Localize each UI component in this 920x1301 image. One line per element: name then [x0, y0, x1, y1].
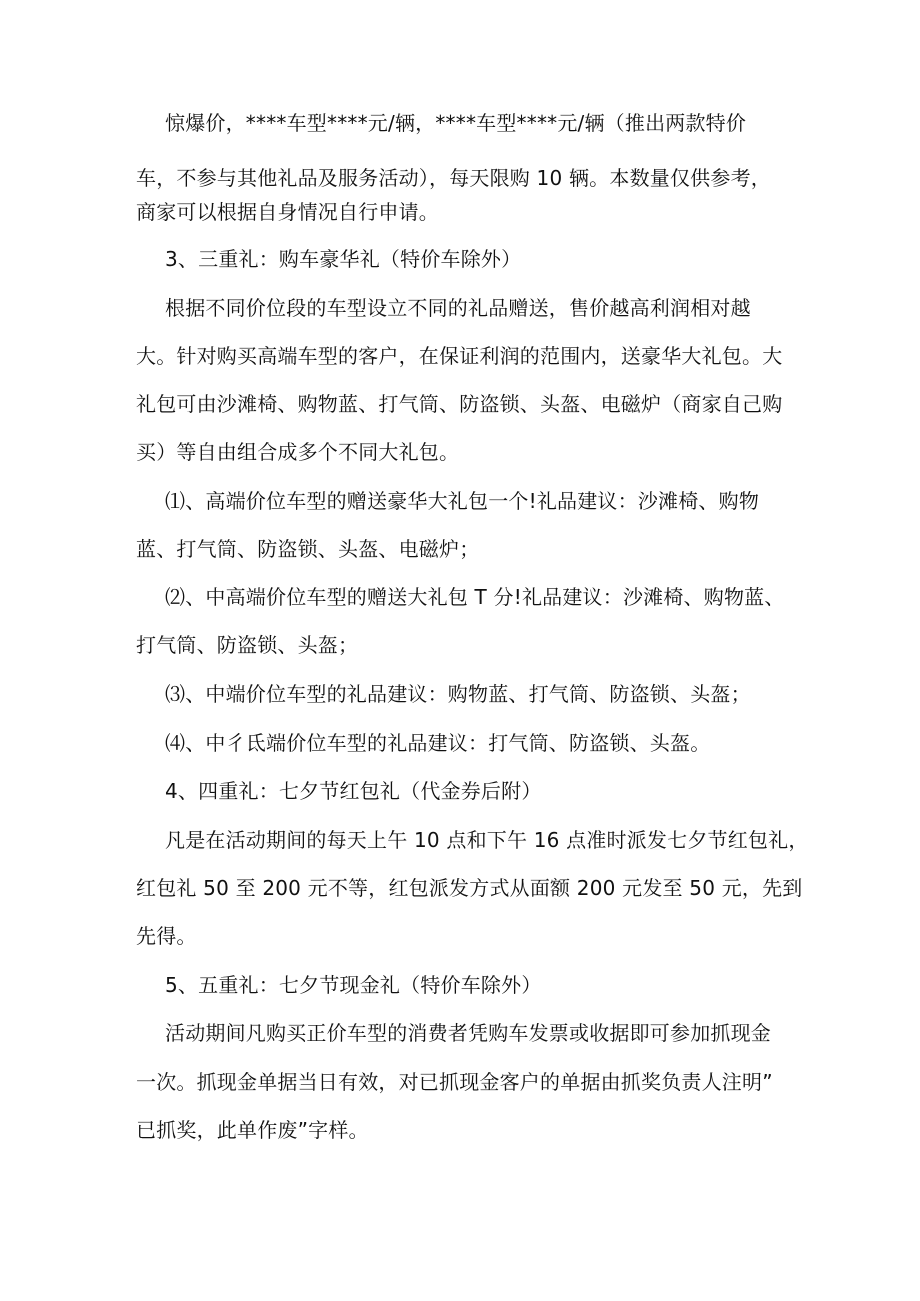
list-item-2-cont: 打气筒、防盗锁、头盔；: [136, 633, 359, 657]
text-line-3: 商家可以根据自身情况自行申请。: [136, 200, 439, 224]
text-line-8: 买）等自由组合成多个不同大礼包。: [136, 440, 460, 464]
text-line-18: 先得。: [136, 924, 197, 948]
section-heading-4: 4、四重礼：七夕节红包礼（代金券后附）: [165, 779, 542, 803]
text-line-2: 车，不参与其他礼品及服务活动），每天限购 10 辆。本数量仅供参考，: [136, 166, 771, 190]
text-line-5: 根据不同价位段的车型设立不同的礼品赠送，售价越高利润相对越: [165, 296, 751, 320]
text-line-17: 红包礼 50 至 200 元不等，红包派发方式从面额 200 元发至 50 元，先到: [136, 876, 803, 900]
text-line-1: 惊爆价，****车型****元/辆，****车型****元/辆（推出两款特价: [165, 111, 747, 135]
text-line-21: 一次。抓现金单据当日有效，对已抓现金客户的单据由抓奖负责人注明”: [136, 1070, 773, 1094]
text-line-7: 礼包可由沙滩椅、购物蓝、打气筒、防盗锁、头盔、电磁炉（商家自己购: [136, 392, 783, 416]
text-line-22: 已抓奖，此单作废”字样。: [136, 1118, 369, 1142]
list-item-1-cont: 蓝、打气筒、防盗锁、头盔、电磁炉；: [136, 537, 480, 561]
section-heading-5: 5、五重礼：七夕节现金礼（特价车除外）: [165, 973, 542, 997]
section-heading-3: 3、三重礼：购车豪华礼（特价车除外）: [165, 247, 522, 271]
text-line-6: 大。针对购买高端车型的客户，在保证利润的范围内，送豪华大礼包。大: [136, 344, 783, 368]
list-item-1: ⑴、高端价位车型的赠送豪华大礼包一个!礼品建议：沙滩椅、购物: [165, 489, 760, 513]
list-item-4: ⑷、中彳氐端价位车型的礼品建议：打气筒、防盗锁、头盔。: [165, 731, 711, 755]
text-line-20: 活动期间凡购买正价车型的消费者凭购车发票或收据即可参加抓现金: [165, 1021, 771, 1045]
text-line-16: 凡是在活动期间的每天上午 10 点和下午 16 点准时派发七夕节红包礼，: [165, 828, 809, 852]
list-item-3: ⑶、中端价位车型的礼品建议：购物蓝、打气筒、防盗锁、头盔；: [165, 682, 751, 706]
list-item-2: ⑵、中高端价位车型的赠送大礼包 T 分!礼品建议：沙滩椅、购物蓝、: [165, 585, 785, 609]
